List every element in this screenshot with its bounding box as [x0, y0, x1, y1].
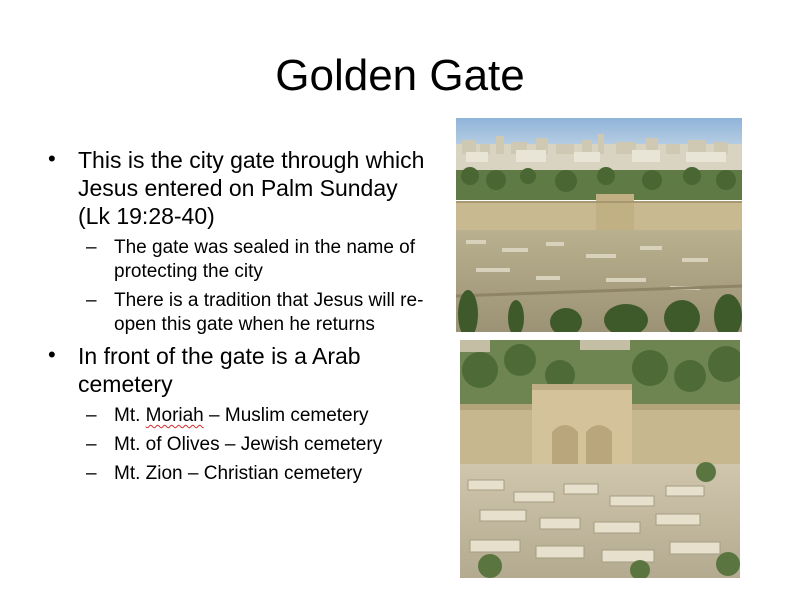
sub-bullet-text-suffix: – Muslim cemetery [203, 405, 369, 426]
photo-golden-gate-panorama [456, 118, 742, 332]
sub-bullet-text: Mt. of Olives – Jewish cemetery [114, 434, 383, 455]
panorama-illustration [456, 118, 742, 332]
spellcheck-flagged-word: Moriah [145, 405, 204, 426]
bullet-glyph: • [48, 342, 56, 367]
dash-glyph: – [86, 290, 97, 311]
sub-bullet-text-prefix: Mt. [114, 405, 146, 426]
dash-glyph: – [86, 405, 97, 426]
bullet-glyph: • [48, 146, 56, 171]
sub-bullet-text: Mt. Zion – Christian cemetery [114, 463, 363, 484]
bullet-item [48, 146, 428, 230]
sub-bullet-item [48, 433, 428, 457]
slide-title: Golden Gate [275, 51, 525, 100]
dash-glyph: – [86, 237, 97, 258]
dash-glyph: – [86, 434, 97, 455]
sub-bullet-text: The gate was sealed in the name of protecting the city [114, 237, 416, 282]
sub-bullet-item [48, 462, 428, 486]
bullet-text: In front of the gate is a Arab cemetery [78, 343, 361, 397]
sub-bullet-text [114, 405, 368, 426]
sub-bullet-item [48, 289, 428, 337]
sub-bullet-item [48, 236, 428, 284]
gate-closeup-illustration [460, 340, 740, 578]
dash-glyph: – [86, 463, 97, 484]
bullet-text: This is the city gate through which Jesus entered on Palm Sunday (Lk 19:28-40) [78, 147, 425, 229]
sub-bullet-item [48, 404, 428, 428]
bullet-item [48, 342, 428, 398]
photo-golden-gate-closeup [460, 340, 740, 578]
sub-bullet-text: There is a tradition that Jesus will re-open this gate when he returns [114, 290, 424, 335]
bullet-list [48, 146, 428, 491]
